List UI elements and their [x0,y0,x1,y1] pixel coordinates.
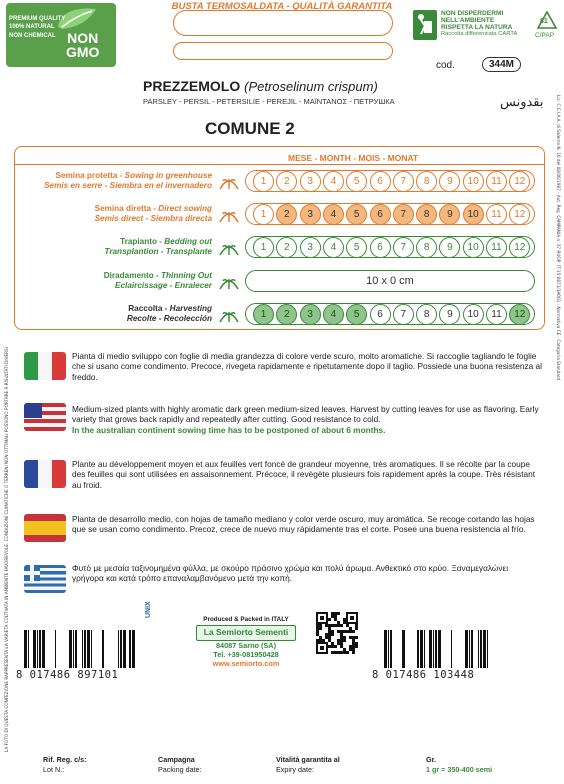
month-cell: 11 [486,204,507,225]
calendar-row-line2: Semis direct - Siembra directa [94,214,212,223]
footer-grams [426,755,492,775]
month-cell: 5 [346,237,367,258]
month-cell: 5 [346,171,367,192]
month-cell: 3 [300,304,321,325]
non-gmo-line2: GMO [66,44,100,60]
month-cell: 1 [253,204,274,225]
description-en-block [72,404,542,435]
product-latin: (Petroselinum crispum) [244,79,378,94]
qr-code-icon [316,612,358,654]
barcode-left [24,630,136,668]
month-cell: 4 [323,204,344,225]
calendar-header: MESE - MONTH - MOIS - MONAT [288,153,419,163]
month-cell: 2 [276,204,297,225]
italian-flag-icon [24,352,66,380]
calendar-row-line2: Eclaircissage - Enralecer [115,281,212,290]
month-cell: 7 [393,304,414,325]
calendar-row-en: - Harvesting [162,304,212,313]
direct-sowing-icon [216,202,242,226]
trash-bin-icon [413,10,437,40]
eco-line1: NON DISPERDERMI [441,10,504,17]
quality-natural: 100% NATURAL [9,24,55,31]
calendar-row-en: - Bedding out [156,237,212,246]
month-cell: 1 [253,171,274,192]
recycle-code: 81 [540,18,548,25]
footer-lot-label: Lot N.: [43,765,65,774]
producer-address: 84087 Sarno (SA) [215,641,277,650]
month-cell: 6 [370,237,391,258]
producer-phone: Tel. +39-081950428 [213,650,279,659]
calendar-row-months [245,270,535,292]
month-cell: 2 [276,237,297,258]
month-cell: 8 [416,204,437,225]
seed-address-frame [173,42,393,60]
description-it: Pianta di medio sviluppo con foglie di media grandezza di colore verde scuro, molto aromatiche. Si raccoglie tagliando le foglie che si usano come condimento. Precoce, rivegeta rapidamente e ripetutamente dopo il taglio. Possiede una buona resistenza al freddo. [72,351,542,382]
seed-logo-frame [173,10,393,36]
description-gr: Φυτό με μεσαία ταξινομημένα φύλλα, με σκούρο πράσινο χρώμα και πολύ άρωμα. Ανθεκτικό στο κρύο. Ξαναμεγαλώνει γρήγορα και κατά τρόπο επαναλαμβανόμενο μετά την κοπή. [72,563,509,584]
code-label: cod. [436,60,455,71]
footer-expiry-label: Expiry date: [276,765,314,774]
calendar-row-label [0,271,212,291]
month-cell: 3 [300,204,321,225]
producer-block [186,616,306,668]
month-cell: 2 [276,171,297,192]
description-es: Planta de desarrollo medio, con hojas de tamaño mediano y color verde oscuro, muy aromática. Se recoge cortando las hojas que se usan como condimento. Precoz, crece de nuevo muy rápidamente tras el corte. Posee una buena resistencia al frío. [72,514,535,535]
month-cell: 4 [323,237,344,258]
month-cell: 9 [439,204,460,225]
description-en-australia: In the australian continent sowing time has to be postponed of about 6 months. [72,424,386,435]
usa-flag-icon [24,403,66,431]
footer-packing-label: Packing date: [158,765,202,774]
month-cell: 1 [253,304,274,325]
non-gmo-line1: NON [67,30,99,46]
month-cell: 7 [393,237,414,258]
producer-logo: La Semiorto Sementi [196,625,296,641]
calendar-row-line2: Transplantion - Transplante [104,247,212,256]
calendar-row-en: - Sowing in greenhouse [117,171,212,180]
calendar-row-label [0,237,212,257]
calendar-row-it: Diradamento [103,271,154,280]
month-cell: 12 [509,171,530,192]
month-cell: 11 [486,237,507,258]
harvest-icon [216,302,242,326]
month-cell: 10 [463,171,484,192]
quality-badges [6,3,116,67]
month-cell: 7 [393,171,414,192]
month-cell: 6 [370,204,391,225]
greek-flag-icon [24,565,66,593]
calendar-row-line1 [0,271,212,281]
spanish-flag-icon [24,514,66,542]
month-cell: 12 [509,237,530,258]
month-cell: 5 [346,204,367,225]
footer-rif-label: Rif. Reg. c/s: [43,755,87,764]
recycle-type: C/PAP [535,32,555,39]
eco-notice [411,8,561,48]
calendar-row-line1 [0,171,212,181]
footer-grams-text: 1 gr = 350-400 semi [426,765,493,774]
month-cell: 1 [253,237,274,258]
quality-non-chemical: NON CHEMICAL [9,32,56,39]
greenhouse-icon [216,169,242,193]
month-cell: 11 [486,304,507,325]
calendar-row-months [245,236,535,258]
code-value: 344M [482,57,521,72]
calendar-row-line1 [0,304,212,314]
top-banner-text: BUSTA TERMOSALDATA - QUALITÀ GARANTITA [171,1,393,12]
month-cell: 11 [486,171,507,192]
product-translations: PARSLEY - PERSIL - PETERSILIE - PEREJIL - ΜΑΪΝΤΑΝΟΣ - ПЕТРУШКА [143,97,395,106]
month-cell: 8 [416,304,437,325]
left-side-disclaimer: LA FOTO DI QUESTA CONFEZIONE RAPPRESENTA LA VARIETÀ COLTIVATA IN AMBIENTE FAVOREVOLE. CONDIZIONI CLIMATICHE O TERRENI NON OTTIMALI POSSONO PORTARE A RISULTATI DIVERSI [4,347,9,752]
quality-premium: PREMIUM QUALITY [9,16,66,22]
calendar-row-en: - Direct sowing [151,204,212,213]
product-variety: COMUNE 2 [205,119,295,138]
barcode-right [384,630,496,668]
product-name: PREZZEMOLO [143,78,241,94]
eco-line3: RISPETTA LA NATURA [441,24,513,31]
description-fr: Plante au développement moyen et aux feuilles vert foncé de grandeur moyenne, très aromatiques. Il se récolte par la coupe des feuilles qui sont utilisées en assaisonnement. Précoce, il revègète plusieurs fois rapidement après la coupe. Très résistant au froid. [72,459,536,490]
calendar-row-months [245,303,535,325]
month-cell: 3 [300,171,321,192]
month-cell: 3 [300,237,321,258]
calendar-row-label [0,304,212,324]
calendar-row-it: Trapianto [120,237,157,246]
calendar-row-months [245,203,535,225]
barcode-left-number: 8 017486 897101 [16,669,119,681]
eco-line2: NELL'AMBIENTE [441,17,495,24]
month-cell: 8 [416,171,437,192]
producer-web: www.semiorto.com [212,659,280,668]
month-cell: 6 [370,171,391,192]
calendar-row-label [0,204,212,224]
french-flag-icon [24,460,66,488]
calendar-row-line1 [0,204,212,214]
month-cell: 7 [393,204,414,225]
thinning-spacing: 10 x 0 cm [366,275,414,287]
eco-line4: Raccolta differenziata CARTA [441,31,518,37]
product-title [143,78,378,94]
calendar-row-en: - Thinning Out [153,271,212,280]
month-cell: 10 [463,237,484,258]
month-cell: 10 [463,304,484,325]
seedling-icon [216,235,242,259]
calendar-row-line2: Semis en serre - Siembra en el invernadero [44,181,212,190]
footer-campagna-label: Campagna [158,755,195,764]
month-cell: 9 [439,304,460,325]
month-cell: 9 [439,237,460,258]
producer-packed: Produced & Packed in ITALY [203,616,289,623]
barcode-right-number: 8 017486 103448 [372,669,475,681]
month-cell: 12 [509,304,530,325]
footer-rif [43,755,87,775]
thinning-icon [216,269,242,293]
product-code [430,57,560,75]
month-cell: 4 [323,171,344,192]
footer-vitalita [276,755,340,775]
unix-label: UNIX [145,601,152,618]
description-en: Medium-sized plants with highly aromatic dark green medium-sized leaves. Harvest by cutting leaves for use as flavoring. Early variety that grows back rapidly and repeatedly after cutting. Good resistance to cold. [72,404,539,425]
footer-campagna [158,755,202,775]
month-cell: 4 [323,304,344,325]
calendar-row-it: Raccolta [128,304,163,313]
calendar-row-it: Semina protetta [55,171,118,180]
month-cell: 2 [276,304,297,325]
calendar-row-months [245,170,535,192]
calendar-row-line2: Recolte - Recolección [126,314,212,323]
footer-gr-label: Gr. [426,755,436,764]
calendar-row-label [0,171,212,191]
month-cell: 10 [463,204,484,225]
non-gmo-label [66,31,99,59]
footer-vitalita-label: Vitalità garantita al [276,755,340,764]
month-cell: 12 [509,204,530,225]
month-cell: 9 [439,171,460,192]
product-arabic: بقدونس [500,94,544,109]
month-cell: 6 [370,304,391,325]
calendar-row-line1 [0,237,212,247]
month-cell: 5 [346,304,367,325]
month-cell: 8 [416,237,437,258]
right-side-license: Lic. C.C.I.A.A. di Salerno N. 10 del 08/06/1987 - Aut. Reg. CAMPANIA n. 37 RUOP: IT-15-0871/3A001 - Normativa CE - Categoria Standard [556,95,561,381]
calendar-row-it: Semina diretta [94,204,152,213]
